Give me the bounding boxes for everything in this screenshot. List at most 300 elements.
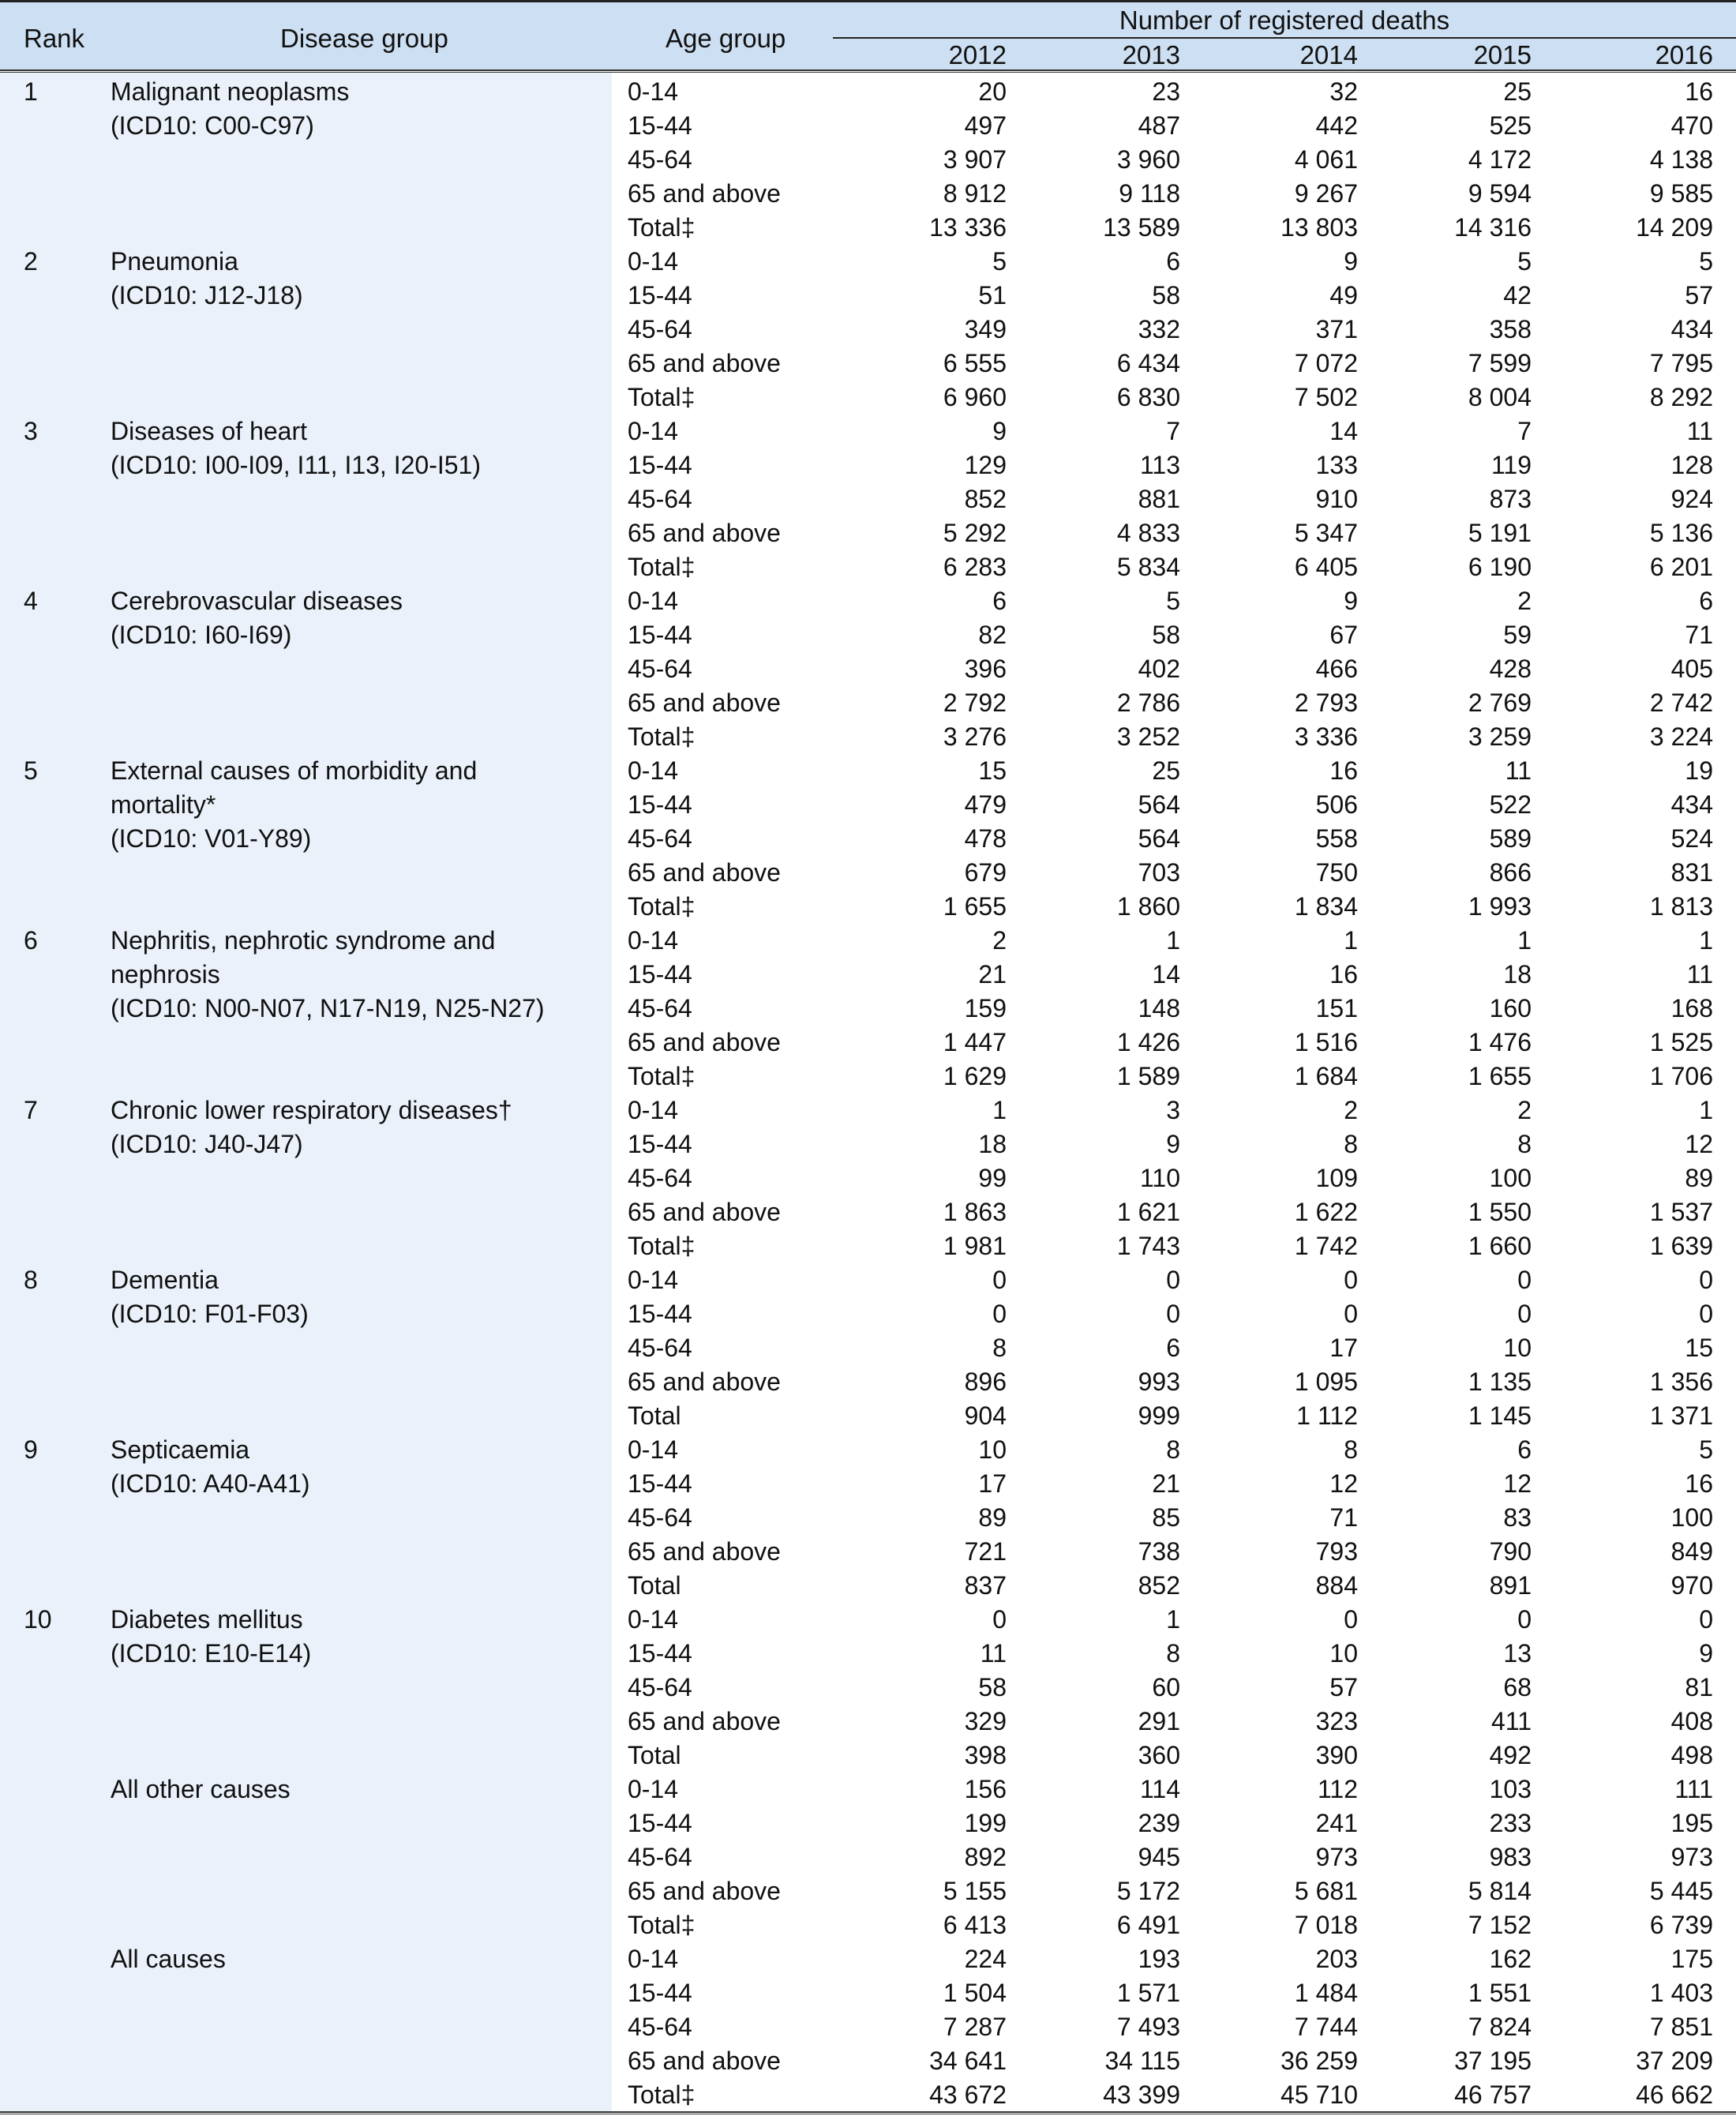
deaths-value-cell: 59 (1503, 621, 1532, 649)
deaths-value-cell: 233 (1489, 1809, 1532, 1837)
table-row (0, 1365, 1736, 1399)
deaths-value-cell: 564 (1138, 790, 1180, 819)
table-row (0, 1773, 1736, 1806)
deaths-value-cell: 589 (1489, 824, 1532, 853)
age-group-cell: 65 and above (628, 1537, 781, 1566)
table-row (0, 1467, 1736, 1501)
age-group-cell: 0-14 (628, 587, 679, 615)
deaths-value-cell: 1 834 (1294, 892, 1358, 921)
deaths-value-cell: 2 (1344, 1096, 1358, 1124)
deaths-value-cell: 2 (1517, 587, 1532, 615)
table-row (0, 2044, 1736, 2078)
deaths-value-cell: 6 (1166, 1334, 1180, 1362)
age-group-cell: 65 and above (628, 349, 781, 377)
age-group-cell: 45-64 (628, 1673, 692, 1701)
deaths-value-cell: 89 (1685, 1164, 1713, 1192)
age-group-cell: 65 and above (628, 688, 781, 717)
deaths-value-cell: 58 (1152, 621, 1180, 649)
deaths-value-cell: 8 (1166, 1639, 1180, 1668)
disease-group-cell: Malignant neoplasms (111, 77, 350, 106)
table-row (0, 1195, 1736, 1229)
deaths-value-cell: 151 (1315, 994, 1358, 1022)
deaths-value-cell: 12 (1685, 1130, 1713, 1158)
age-group-cell: 45-64 (628, 1503, 692, 1532)
table-row (0, 856, 1736, 890)
deaths-value-cell: 1 550 (1468, 1198, 1532, 1226)
header-year-2016: 2016 (1655, 40, 1713, 69)
deaths-value-cell: 8 (1344, 1435, 1358, 1464)
deaths-value-cell: 10 (978, 1435, 1007, 1464)
age-group-cell: 0-14 (628, 247, 679, 276)
deaths-value-cell: 175 (1670, 1945, 1713, 1973)
deaths-value-cell: 14 (1329, 417, 1358, 445)
table-row (0, 788, 1736, 822)
age-group-cell: 0-14 (628, 1775, 679, 1803)
header-year-2014: 2014 (1299, 40, 1358, 69)
age-group-cell: 65 and above (628, 1707, 781, 1735)
deaths-value-cell: 9 (1699, 1639, 1713, 1668)
deaths-value-cell: 57 (1329, 1673, 1358, 1701)
deaths-value-cell: 7 824 (1468, 2013, 1532, 2041)
deaths-value-cell: 13 (1503, 1639, 1532, 1668)
deaths-value-cell: 5 155 (943, 1877, 1007, 1905)
table-row (0, 1569, 1736, 1603)
deaths-value-cell: 506 (1315, 790, 1358, 819)
deaths-value-cell: 1 447 (943, 1028, 1007, 1056)
deaths-value-cell: 37 195 (1454, 2047, 1532, 2075)
disease-group-cell: (ICD10: V01-Y89) (111, 824, 312, 853)
deaths-value-cell: 162 (1489, 1945, 1532, 1973)
deaths-value-cell: 1 426 (1116, 1028, 1180, 1056)
deaths-value-cell: 13 803 (1280, 213, 1358, 242)
age-group-cell: 15-44 (628, 1809, 692, 1837)
deaths-value-cell: 58 (978, 1673, 1007, 1701)
age-group-cell: 15-44 (628, 281, 692, 310)
deaths-value-cell: 9 118 (1119, 179, 1180, 208)
age-group-cell: 15-44 (628, 1469, 692, 1498)
disease-group-cell: (ICD10: A40-A41) (111, 1469, 310, 1498)
table-row (0, 890, 1736, 924)
deaths-value-cell: 408 (1670, 1707, 1713, 1735)
deaths-value-cell: 19 (1685, 756, 1713, 785)
disease-group-cell: Diabetes mellitus (111, 1605, 303, 1634)
deaths-value-cell: 203 (1315, 1945, 1358, 1973)
deaths-value-cell: 0 (1344, 1266, 1358, 1294)
rank-cell: 10 (24, 1605, 52, 1634)
table-row (0, 381, 1736, 415)
deaths-value-cell: 852 (1138, 1571, 1180, 1600)
deaths-value-cell: 973 (1315, 1843, 1358, 1871)
deaths-value-cell: 1 571 (1116, 1979, 1180, 2007)
deaths-value-cell: 67 (1329, 621, 1358, 649)
age-group-cell: 65 and above (628, 1028, 781, 1056)
age-group-cell: 0-14 (628, 1096, 679, 1124)
deaths-value-cell: 82 (978, 621, 1007, 649)
age-group-cell: 45-64 (628, 1164, 692, 1192)
deaths-value-cell: 970 (1670, 1571, 1713, 1600)
rank-cell: 2 (24, 247, 38, 276)
deaths-value-cell: 57 (1685, 281, 1713, 310)
header-year-2012: 2012 (948, 40, 1007, 69)
deaths-value-cell: 3 224 (1649, 722, 1713, 751)
deaths-value-cell: 11 (1686, 960, 1713, 989)
deaths-value-cell: 1 655 (943, 892, 1007, 921)
header-year-2013: 2013 (1122, 40, 1180, 69)
table-row (0, 1942, 1736, 1976)
deaths-value-cell: 0 (1166, 1300, 1180, 1328)
deaths-value-cell: 0 (1517, 1266, 1532, 1294)
deaths-value-cell: 9 594 (1468, 179, 1532, 208)
deaths-value-cell: 1 629 (943, 1062, 1007, 1090)
deaths-value-cell: 5 136 (1649, 519, 1713, 547)
deaths-value-cell: 492 (1489, 1741, 1532, 1769)
deaths-value-cell: 199 (964, 1809, 1007, 1837)
deaths-value-cell: 156 (964, 1775, 1007, 1803)
deaths-value-cell: 524 (1670, 824, 1713, 853)
deaths-value-cell: 2 786 (1116, 688, 1180, 717)
deaths-value-cell: 434 (1670, 315, 1713, 343)
deaths-value-cell: 148 (1138, 994, 1180, 1022)
deaths-value-cell: 5 (992, 247, 1007, 276)
deaths-value-cell: 7 (1517, 417, 1532, 445)
deaths-value-cell: 6 491 (1116, 1911, 1180, 1939)
deaths-value-cell: 522 (1489, 790, 1532, 819)
deaths-value-cell: 1 639 (1649, 1232, 1713, 1260)
deaths-value-cell: 1 135 (1468, 1368, 1532, 1396)
deaths-value-cell: 837 (964, 1571, 1007, 1600)
deaths-value-cell: 3 259 (1468, 722, 1532, 751)
age-group-cell: 15-44 (628, 790, 692, 819)
deaths-value-cell: 14 (1152, 960, 1180, 989)
deaths-value-cell: 103 (1489, 1775, 1532, 1803)
deaths-value-cell: 15 (1685, 1334, 1713, 1362)
deaths-value-cell: 904 (964, 1401, 1007, 1430)
deaths-value-cell: 1 684 (1294, 1062, 1358, 1090)
deaths-value-cell: 113 (1139, 451, 1180, 479)
deaths-value-cell: 11 (980, 1639, 1007, 1668)
age-group-cell: 15-44 (628, 111, 692, 140)
deaths-value-cell: 1 095 (1294, 1368, 1358, 1396)
age-group-cell: 45-64 (628, 994, 692, 1022)
deaths-value-cell: 89 (978, 1503, 1007, 1532)
table-row (0, 177, 1736, 211)
deaths-value-cell: 11 (1686, 417, 1713, 445)
deaths-value-cell: 8 292 (1649, 383, 1713, 411)
deaths-value-cell: 112 (1317, 1775, 1358, 1803)
deaths-value-cell: 750 (1315, 858, 1358, 887)
deaths-value-cell: 83 (1503, 1503, 1532, 1532)
header-disease-group: Disease group (280, 24, 448, 53)
age-group-cell: Total‡ (628, 383, 696, 411)
deaths-value-cell: 71 (1685, 621, 1713, 649)
deaths-value-cell: 2 (992, 926, 1007, 955)
age-group-cell: 45-64 (628, 655, 692, 683)
table-bottom-rule (0, 2111, 1736, 2114)
deaths-value-cell: 14 209 (1636, 213, 1713, 242)
age-group-cell: 15-44 (628, 1639, 692, 1668)
table-row (0, 415, 1736, 448)
deaths-value-cell: 21 (1152, 1469, 1180, 1498)
age-group-cell: 45-64 (628, 2013, 692, 2041)
deaths-value-cell: 6 555 (943, 349, 1007, 377)
deaths-value-cell: 891 (1489, 1571, 1532, 1600)
rank-cell: 1 (24, 77, 38, 106)
table-row (0, 1026, 1736, 1060)
table-row (0, 1433, 1736, 1467)
deaths-value-cell: 16 (1685, 77, 1713, 106)
age-group-cell: 65 and above (628, 1877, 781, 1905)
deaths-value-cell: 5 (1166, 587, 1180, 615)
deaths-value-cell: 3 336 (1294, 722, 1358, 751)
deaths-value-cell: 703 (1138, 858, 1180, 887)
deaths-value-cell: 1 993 (1468, 892, 1532, 921)
table-row (0, 1705, 1736, 1739)
deaths-value-cell: 360 (1138, 1741, 1180, 1769)
header-spanner-rule (833, 37, 1736, 39)
deaths-value-cell: 1 706 (1649, 1062, 1713, 1090)
deaths-value-cell: 7 018 (1294, 1911, 1358, 1939)
header-rank: Rank (24, 24, 85, 53)
deaths-value-cell: 9 267 (1294, 179, 1358, 208)
deaths-value-cell: 396 (964, 655, 1007, 683)
deaths-value-cell: 71 (1329, 1503, 1358, 1532)
age-group-cell: 0-14 (628, 1945, 679, 1973)
table-row (0, 1840, 1736, 1874)
deaths-value-cell: 358 (1489, 315, 1532, 343)
age-group-cell: Total (628, 1571, 681, 1600)
rank-cell: 7 (24, 1096, 38, 1124)
table-row (0, 1739, 1736, 1773)
deaths-value-cell: 470 (1670, 111, 1713, 140)
deaths-value-cell: 133 (1315, 451, 1358, 479)
deaths-value-cell: 5 (1517, 247, 1532, 276)
deaths-value-cell: 20 (978, 77, 1007, 106)
age-group-cell: Total‡ (628, 1911, 696, 1939)
deaths-value-cell: 8 (1166, 1435, 1180, 1464)
deaths-value-cell: 100 (1670, 1503, 1713, 1532)
table-row (0, 686, 1736, 720)
deaths-value-cell: 6 (992, 587, 1007, 615)
age-group-cell: 45-64 (628, 1843, 692, 1871)
deaths-value-cell: 498 (1670, 1741, 1713, 1769)
table-row (0, 313, 1736, 347)
table-row (0, 1060, 1736, 1094)
deaths-value-cell: 896 (964, 1368, 1007, 1396)
deaths-value-cell: 6 (1517, 1435, 1532, 1464)
deaths-value-cell: 43 399 (1103, 2080, 1180, 2109)
deaths-value-cell: 5 191 (1468, 519, 1532, 547)
table-row (0, 1603, 1736, 1637)
deaths-value-cell: 16 (1329, 756, 1358, 785)
deaths-value-cell: 195 (1670, 1809, 1713, 1837)
deaths-value-cell: 32 (1329, 77, 1358, 106)
deaths-value-cell: 5 814 (1468, 1877, 1532, 1905)
deaths-value-cell: 564 (1138, 824, 1180, 853)
deaths-value-cell: 224 (964, 1945, 1007, 1973)
deaths-value-cell: 60 (1152, 1673, 1180, 1701)
deaths-value-cell: 881 (1138, 485, 1180, 513)
deaths-value-cell: 428 (1489, 655, 1532, 683)
deaths-value-cell: 193 (1138, 1945, 1180, 1973)
deaths-value-cell: 6 413 (943, 1911, 1007, 1939)
disease-group-cell: All causes (111, 1945, 226, 1973)
deaths-value-cell: 85 (1152, 1503, 1180, 1532)
deaths-value-cell: 6 283 (943, 553, 1007, 581)
deaths-value-cell: 0 (1517, 1300, 1532, 1328)
deaths-value-cell: 18 (1503, 960, 1532, 989)
deaths-value-cell: 160 (1489, 994, 1532, 1022)
deaths-value-cell: 10 (1503, 1334, 1532, 1362)
table-row (0, 245, 1736, 279)
rank-cell: 8 (24, 1266, 38, 1294)
table-row (0, 618, 1736, 652)
deaths-value-cell: 1 403 (1649, 1979, 1713, 2007)
rank-cell: 9 (24, 1435, 38, 1464)
deaths-value-cell: 17 (1329, 1334, 1358, 1362)
deaths-value-cell: 790 (1489, 1537, 1532, 1566)
table-row (0, 1976, 1736, 2010)
deaths-value-cell: 478 (964, 824, 1007, 853)
disease-group-cell: Septicaemia (111, 1435, 250, 1464)
deaths-value-cell: 924 (1670, 485, 1713, 513)
deaths-value-cell: 37 209 (1636, 2047, 1713, 2075)
age-group-cell: Total‡ (628, 1232, 696, 1260)
deaths-value-cell: 1 860 (1116, 892, 1180, 921)
deaths-value-cell: 5 681 (1294, 1877, 1358, 1905)
deaths-value-cell: 1 537 (1649, 1198, 1713, 1226)
deaths-value-cell: 1 112 (1296, 1401, 1358, 1430)
deaths-value-cell: 405 (1670, 655, 1713, 683)
table-row (0, 1297, 1736, 1331)
deaths-value-cell: 8 912 (943, 179, 1007, 208)
deaths-value-cell: 1 (1344, 926, 1358, 955)
deaths-value-cell: 1 743 (1116, 1232, 1180, 1260)
deaths-value-cell: 1 (1699, 1096, 1713, 1124)
deaths-value-cell: 51 (978, 281, 1007, 310)
deaths-value-cell: 6 830 (1116, 383, 1180, 411)
deaths-value-cell: 9 (1344, 247, 1358, 276)
deaths-value-cell: 831 (1670, 858, 1713, 887)
age-group-cell: 45-64 (628, 485, 692, 513)
deaths-value-cell: 6 434 (1116, 349, 1180, 377)
deaths-value-cell: 18 (978, 1130, 1007, 1158)
deaths-value-cell: 9 (992, 417, 1007, 445)
deaths-value-cell: 8 (1517, 1130, 1532, 1158)
deaths-value-cell: 2 793 (1294, 688, 1358, 717)
deaths-value-cell: 4 061 (1294, 145, 1358, 174)
deaths-value-cell: 43 672 (929, 2080, 1007, 2109)
deaths-value-cell: 110 (1139, 1164, 1180, 1192)
age-group-cell: 0-14 (628, 417, 679, 445)
deaths-value-cell: 1 (1517, 926, 1532, 955)
table-row (0, 822, 1736, 856)
table-row (0, 1908, 1736, 1942)
table-row (0, 347, 1736, 381)
age-group-cell: 65 and above (628, 179, 781, 208)
deaths-value-cell: 9 (1166, 1130, 1180, 1158)
table-row (0, 1535, 1736, 1569)
deaths-value-cell: 159 (964, 994, 1007, 1022)
table-row (0, 143, 1736, 177)
deaths-value-cell: 487 (1138, 111, 1180, 140)
age-group-cell: 0-14 (628, 1435, 679, 1464)
deaths-value-cell: 1 655 (1468, 1062, 1532, 1090)
table-row (0, 652, 1736, 686)
deaths-value-cell: 12 (1503, 1469, 1532, 1498)
deaths-value-cell: 1 742 (1294, 1232, 1358, 1260)
age-group-cell: 15-44 (628, 960, 692, 989)
deaths-value-cell: 114 (1139, 1775, 1180, 1803)
deaths-value-cell: 13 336 (929, 213, 1007, 242)
deaths-value-cell: 1 (992, 1096, 1007, 1124)
disease-group-cell: (ICD10: J40-J47) (111, 1130, 303, 1158)
table-row (0, 550, 1736, 584)
deaths-value-cell: 46 757 (1454, 2080, 1532, 2109)
deaths-value-cell: 323 (1315, 1707, 1358, 1735)
deaths-value-cell: 390 (1315, 1741, 1358, 1769)
deaths-value-cell: 36 259 (1280, 2047, 1358, 2075)
deaths-value-cell: 398 (964, 1741, 1007, 1769)
table-row (0, 109, 1736, 143)
table-row (0, 754, 1736, 788)
deaths-value-cell: 497 (964, 111, 1007, 140)
deaths-value-cell: 983 (1489, 1843, 1532, 1871)
deaths-value-cell: 442 (1315, 111, 1358, 140)
age-group-cell: 65 and above (628, 1368, 781, 1396)
deaths-value-cell: 329 (964, 1707, 1007, 1735)
rank-cell: 6 (24, 926, 38, 955)
deaths-value-cell: 349 (964, 315, 1007, 343)
deaths-value-cell: 793 (1315, 1537, 1358, 1566)
deaths-value-cell: 14 316 (1454, 213, 1532, 242)
deaths-value-cell: 239 (1138, 1809, 1180, 1837)
deaths-value-cell: 4 833 (1116, 519, 1180, 547)
deaths-value-cell: 25 (1503, 77, 1532, 106)
table-row (0, 1671, 1736, 1705)
deaths-value-cell: 49 (1329, 281, 1358, 310)
deaths-value-cell: 5 292 (943, 519, 1007, 547)
deaths-value-cell: 1 981 (943, 1232, 1007, 1260)
deaths-value-cell: 852 (964, 485, 1007, 513)
table-row (0, 584, 1736, 618)
table-row (0, 516, 1736, 550)
deaths-value-cell: 45 710 (1280, 2080, 1358, 2109)
deaths-value-cell: 129 (964, 451, 1007, 479)
deaths-value-cell: 479 (964, 790, 1007, 819)
age-group-cell: 65 and above (628, 858, 781, 887)
deaths-value-cell: 0 (992, 1605, 1007, 1634)
deaths-value-cell: 679 (964, 858, 1007, 887)
age-group-cell: 45-64 (628, 824, 692, 853)
deaths-value-cell: 2 769 (1468, 688, 1532, 717)
age-group-cell: 15-44 (628, 1300, 692, 1328)
deaths-value-cell: 866 (1489, 858, 1532, 887)
deaths-value-cell: 1 (1166, 1605, 1180, 1634)
deaths-value-cell: 402 (1138, 655, 1180, 683)
deaths-value-cell: 8 (1344, 1130, 1358, 1158)
table-row (0, 958, 1736, 992)
table-row (0, 482, 1736, 516)
deaths-value-cell: 12 (1329, 1469, 1358, 1498)
deaths-value-cell: 993 (1138, 1368, 1180, 1396)
table-row (0, 448, 1736, 482)
age-group-cell: Total‡ (628, 213, 696, 242)
table-row (0, 1229, 1736, 1263)
deaths-value-cell: 1 504 (943, 1979, 1007, 2007)
deaths-value-cell: 5 (1699, 247, 1713, 276)
table-row (0, 1874, 1736, 1908)
deaths-value-cell: 46 662 (1636, 2080, 1713, 2109)
